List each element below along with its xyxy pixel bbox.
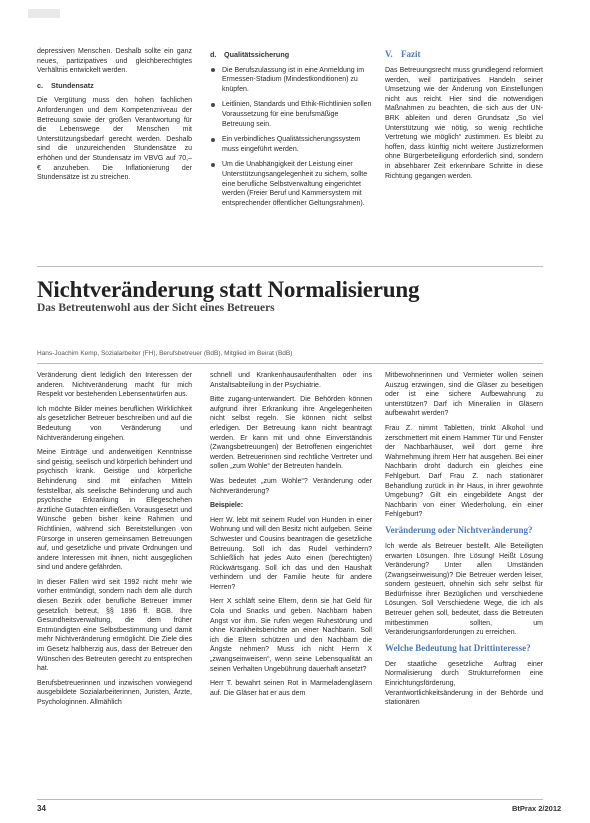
bullet-icon [211,138,215,142]
paragraph: Herr T. bewahrt seinen Rot in Marmeladengläsern auf. Die Gläser hat er aus dem [210,680,372,697]
top-column-3 [385,47,543,186]
paragraph: Frau Z. nimmt Tabletten, trinkt Alkohol und zerschmettert mit einem Hammer Tür und Fenster der Nachbarhäuser, weil dort gerne ihre Wahrnehmung ihrem Herr hat ausgehen. Bei einer Nachbarin droht dadurch ein gleiches eine Fehlgeburt. Darf Frau Z. nach stationärer Behandlung zurück in ihr Haus, in ihrer gewohnte Umgebung? Gilt ein eingebildete Angst der Nachbarin von einer Wiederholung, ein einer Fehlgeburt? [385,424,543,519]
paragraph: Berufsbetreuerinnen und inzwischen vorwiegend ausgebildete Sozialarbeiterinnen, Juristen, Ärzte, Psychologinnen. Allmählich [37,679,192,706]
section-number: c. [37,80,43,90]
bullet-icon [211,163,215,167]
section-heading [210,50,372,60]
article-column-3 [385,371,543,713]
list-item: Um die Unabhängigkeit der Leistung einer Unterstützungsangelegenheit zu sichern, sollte eine berufliche Selbstverwaltung eingerichtet werden (Freier Beruf und Kammersystem mit entsprechender öffentlicher Geltungsrahmen). [210,160,372,208]
paragraph: Herr W. lebt mit seinem Rudel von Hunden in einer Wohnung und will den Besitz nicht aufgeben. Seine Schwester und Cousins beantragen die gesetzliche Betreuung. Soll ich das Rudel verhindern? Schließlich hat jedes Auto einen (berechtigten) Rückwärtsgang. Soll ich das und den Haushalt verhindern und der Familie heute für andere Herren? [210,516,372,591]
section-heading: Welche Bedeutung hat Drittinteresse? [385,642,531,653]
article-authors: Hans-Joachim Kemp, Sozialarbeiter (FH), Berufsbetreuer (BdB), Mitglied im Beirat (BdB) [37,350,293,357]
journal-source: BtPrax 2/2012 [512,804,562,813]
section-number: V. [385,49,393,59]
footer-rule [37,799,543,800]
paragraph: Das Betreuungsrecht muss grundlegend reformiert werden, weil partizipatives Handeln seiner Umsetzung wie der Änderung von Einstellungen nicht aus reicht. Hier sind die notwendigen Maßnahmen zu beachten, die sich aus der UN-BRK ableiten und deren Grundsatz „So viel Unterstützung wie nötig, so wenig rechtliche Vertretung wie möglich“ zustimmen. Es bleibt zu hoffen, dass künftig nicht weitere Justizreformen ohne Bürgerbeteiligung erforderlich sind, sondern in absehbarer Zeit erkennbare Schritte in diese Richtung gegangen werden. [385,67,543,180]
paragraph: Veränderung dient lediglich den Interessen der anderen. Nichtveränderung macht für mich Respekt vor bestehenden Lebensentwürfen aus. [37,372,192,399]
paragraph: depressiven Menschen. Deshalb sollte ein ganz neues, partizipatives und gleichberechtigtes Verhältnis entwickelt werden. [37,48,192,75]
article-subtitle: Das Betreutenwohl aus der Sicht eines Betreuers [37,302,275,314]
section-heading [37,81,192,91]
example-label: Beispiele: [210,502,244,510]
top-column-2 [210,47,372,214]
bullet-icon [211,103,215,107]
paragraph: Was bedeutet „zum Wohle“? Veränderung oder Nichtveränderung? [210,477,372,495]
section-title: Stundensatz [51,80,94,90]
paragraph: Ich werde als Betreuer bestellt. Alle Beteiligten erwarten Lösungen. Ihre Lösung! Heißt Lösung Veränderung? Unter allen Umständen (Zwangseinweisung)? Die Betreuer werden leiser, sondern gesteuert, ohnehin sich sehr selbst für Bedürfnisse ihrer Bezüglichen und verschiedene Lösungen. Soll Verschiedene Wege, die ich als Betreuer gehen soll, bedeutet, dass die Betreuten mitbestimmen sollten, um Veränderungsanforderungen zu erreichen. [385,542,543,637]
paragraph: Meine Einträge und anderweitigen Kenntnisse sind geistig, seelisch und körperlich behindert und psychisch krank. Geistige und körperliche Behinderung sind mit einfachen Mitteln feststellbar, als seelische Behinderung und auch psychische Erkrankung in Ellegeschehen ärztliche Gutachten einfließen. Vorausgesetzt und Wünsche geben bisher keine Rahmen und Richtlinien, während sich Bereitstellungen von Fürsorge in unseren gemeinsamen Betreuungen auf, und gesetzliche und private Ordnungen und andere Interessen mit ihnen, nicht ausgeglichen sind und andere gefährden. [37,449,192,572]
section-heading: Veränderung oder Nichtveränderung? [385,524,533,535]
list-item: Die Berufszulassung ist in eine Anmeldung im Ermessen-Stadium (Mindestkonditionen) zu knüpfen. [210,66,372,95]
paragraph: Ich möchte Bilder meines beruflichen Wirklichkeit als gesetzlicher Betreuer beschreiben und auf die Bedeutung von Veränderung und Nichtveränderung eingehen. [37,405,192,442]
section-heading [385,49,543,60]
bullet-list [210,66,372,209]
list-item: Leitlinien, Standards und Ethik-Richtlinien sollen Voraussetzung für eine berufsmäßige Betreuung sein. [210,100,372,129]
article-column-2 [210,371,372,703]
top-column-1 [37,47,192,188]
bullet-icon [211,68,215,72]
paragraph: Mitbewohnerinnen und Vermieter wollen seinen Auszug erzwingen, sind die Gläser zu beseitigen oder ist eine sichere Aufbewahrung zu unterstützen? Darf ich Mineralien in Gläsern aufbewahrt werden? [385,372,543,418]
paragraph: Die Vergütung muss den hohen fachlichen Anforderungen und dem Kompetenzniveau der Betreuung sowie der großen Verantwortung für die Lebenswege der Menschen mit Unterstützungsbedarf gerecht werden. Deshalb sind die unzureichenden Stundensätze zu erhöhen und der Stundensatz im VBVG auf 70,– € anzuheben. Die Inflationierung der Stundensätze ist zu streichen. [37,97,192,182]
divider [37,363,543,364]
section-title: Fazit [401,49,421,59]
header-mark [28,9,60,18]
list-item: Ein verbindliches Qualitätssicherungssystem muss eingeführt werden. [210,135,372,154]
paragraph: schnell und Krankenhausaufenthalten oder ins Anstaltsabteilung in der Psychiatrie. [210,372,372,389]
section-number: d. [210,50,217,59]
page-number: 34 [37,804,46,813]
paragraph: Bitte zugang-unterwandert. Die Behörden können aufgrund ihrer Erkrankung ihre Angelegenheiten nicht selbst regeln. Sie können nicht selbst erledigen. Der Betreuung kann nicht beantragt werden. Er kann mit und ohne Einverständnis (Zwangsbetreuungen) der Betroffenen eingerichtet werden. Betreuerinnen sind rechtliche Vertreter und sollen „zum Wohle“ der Betreuten handeln. [210,396,372,471]
paragraph: Herr X schläft seine Eltern, denn sie hat Geld für Cola und Snacks und geben. Nachbarn haben Angst vor ihm. Sie rufen wegen Ruhestörung und ohne Krankheitsberichte an einer Nachbarin. Soll ich die Eltern schützen und den Nachbarn die Ängste nehmen? Muss ich nicht Herrn X „zwangseinweisen“, wenn seine Lebensqualität an seinen Verhalten Ungebührung dauerhaft ansetzt? [210,598,372,673]
article-column-1 [37,371,192,713]
divider [37,266,543,267]
paragraph: Der staatliche gesetzliche Auftrag einer Normalisierung durch Strukturreformen eine Einrichtungsförderung, Verantwortlichkeitsänderung in der Behörde und stationären [385,660,543,707]
section-title: Qualitätssicherung [224,50,290,59]
article-title: Nichtveränderung statt Normalisierung [37,277,420,302]
paragraph: In dieser Fällen wird seit 1992 nicht mehr wie vorher entmündigt, sondern nach dem alle durch diesen Bezirk oder berufliche Betreuer immer gesetzlich betreut, §§ 1896 ff. BGB. Ihre Gesundheitsverwaltung, die dem früher Entmündigten eine Selbstbestimmung und damit mehr Nichtveränderung ermöglicht. Die Ziele dies im Gesetz halbherzig aus, dass der Betreuer den Wünschen des Betreuten gerecht zu entsprechen hat. [37,578,192,673]
